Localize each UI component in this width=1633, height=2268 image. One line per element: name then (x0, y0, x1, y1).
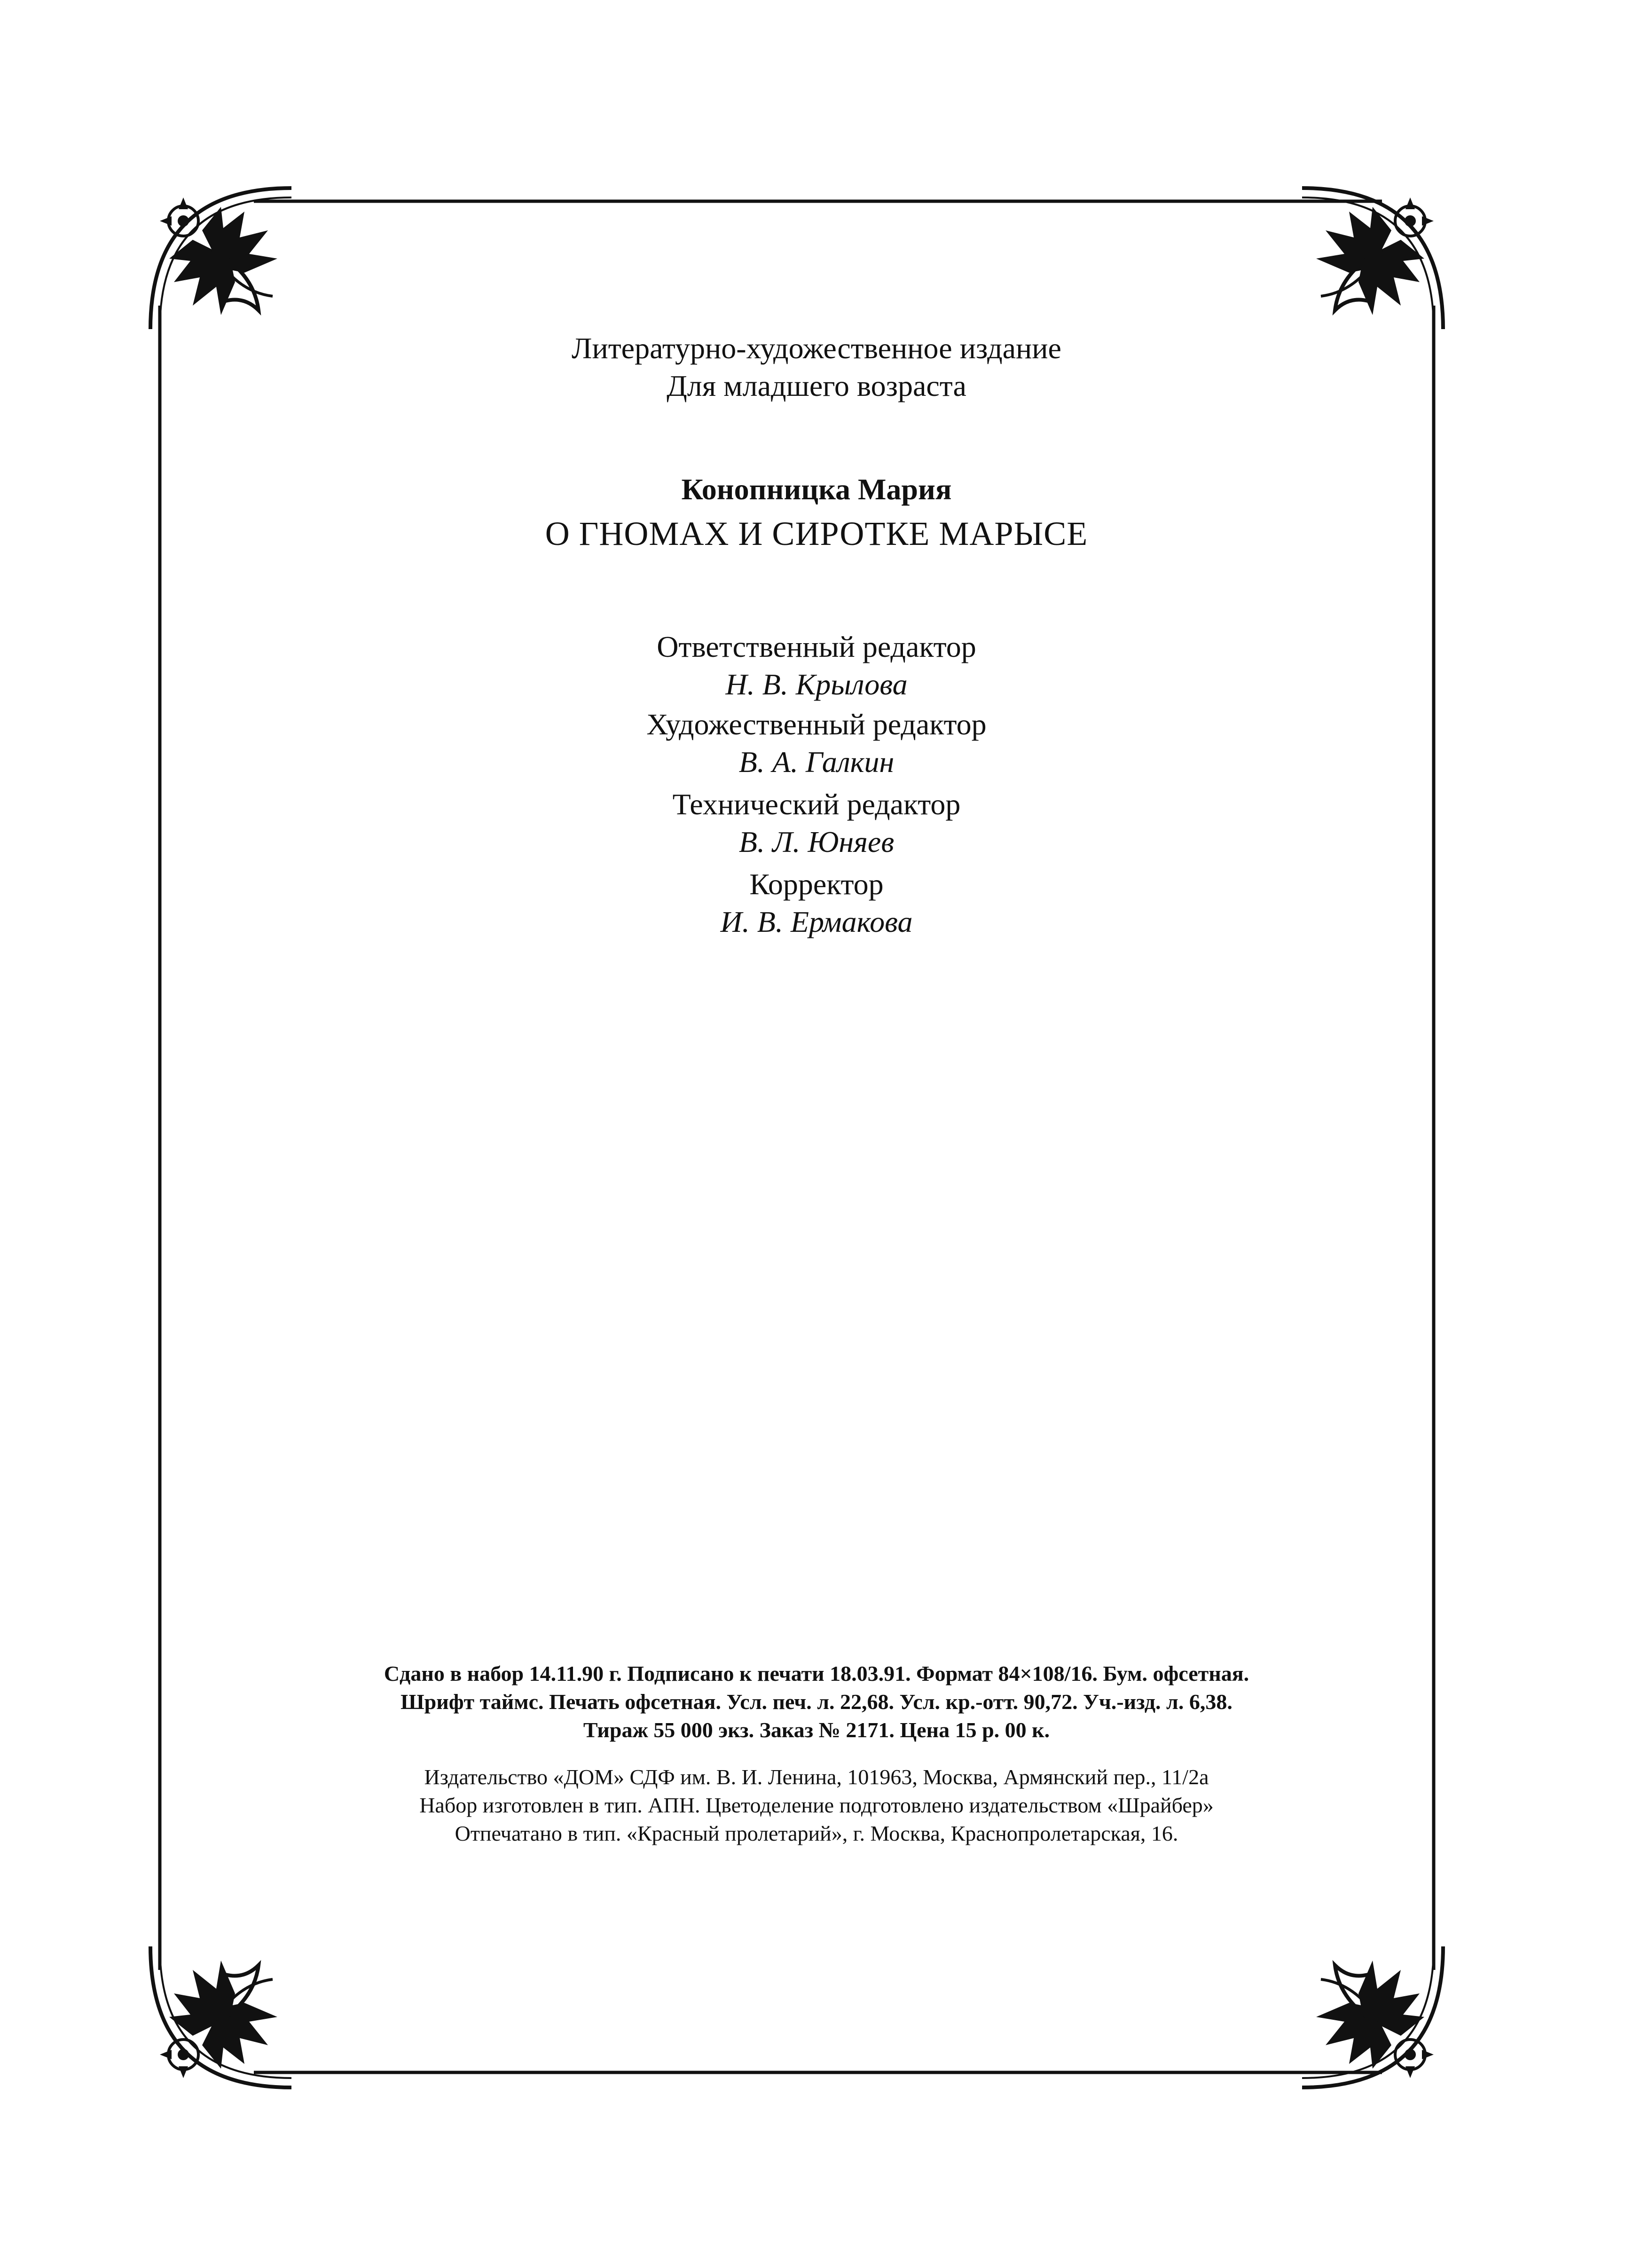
credit-role: Корректор (749, 867, 884, 901)
floral-ornament-icon (1302, 1946, 1443, 2087)
credit-role: Технический редактор (672, 788, 961, 821)
print-info-line: Сдано в набор 14.11.90 г. Подписано к печати 18.03.91. Формат 84×108/16. Бум. офсетная. (384, 1662, 1249, 1685)
credit-role: Ответственный редактор (657, 630, 976, 663)
book-title: О ГНОМАХ И СИРОТКЕ МАРЫСЕ (545, 515, 1088, 552)
print-info-line: Тираж 55 000 экз. Заказ № 2171. Цена 15 р. 00 к. (583, 1718, 1050, 1742)
publisher-info-line: Набор изготовлен в тип. АПН. Цветоделение подготовлено издательством «Шрайбер» (419, 1793, 1214, 1817)
header-line-1: Литературно-художественное издание (572, 331, 1061, 365)
print-info-line: Шрифт таймс. Печать офсетная. Усл. печ. л. 22,68. Усл. кр.-отт. 90,72. Уч.-изд. л. 6,38. (400, 1690, 1233, 1714)
credit-role: Художественный редактор (646, 708, 987, 741)
credit-name: В. Л. Юняев (738, 825, 895, 858)
header-line-2: Для младшего возраста (667, 369, 966, 402)
credit-name: В. А. Галкин (738, 745, 895, 779)
book-author: Конопницка Мария (681, 472, 952, 506)
credit-name: И. В. Ермакова (720, 905, 913, 938)
publisher-info-line: Издательство «ДОМ» СДФ им. В. И. Ленина, 101963, Москва, Армянский пер., 11/2а (424, 1765, 1209, 1789)
floral-ornament-icon (1302, 188, 1443, 329)
publisher-info-line: Отпечатано в тип. «Красный пролетарий», г. Москва, Краснопролетарская, 16. (455, 1821, 1178, 1845)
floral-ornament-icon (150, 188, 291, 329)
credit-name: Н. В. Крылова (725, 668, 908, 701)
floral-ornament-icon (150, 1946, 291, 2087)
